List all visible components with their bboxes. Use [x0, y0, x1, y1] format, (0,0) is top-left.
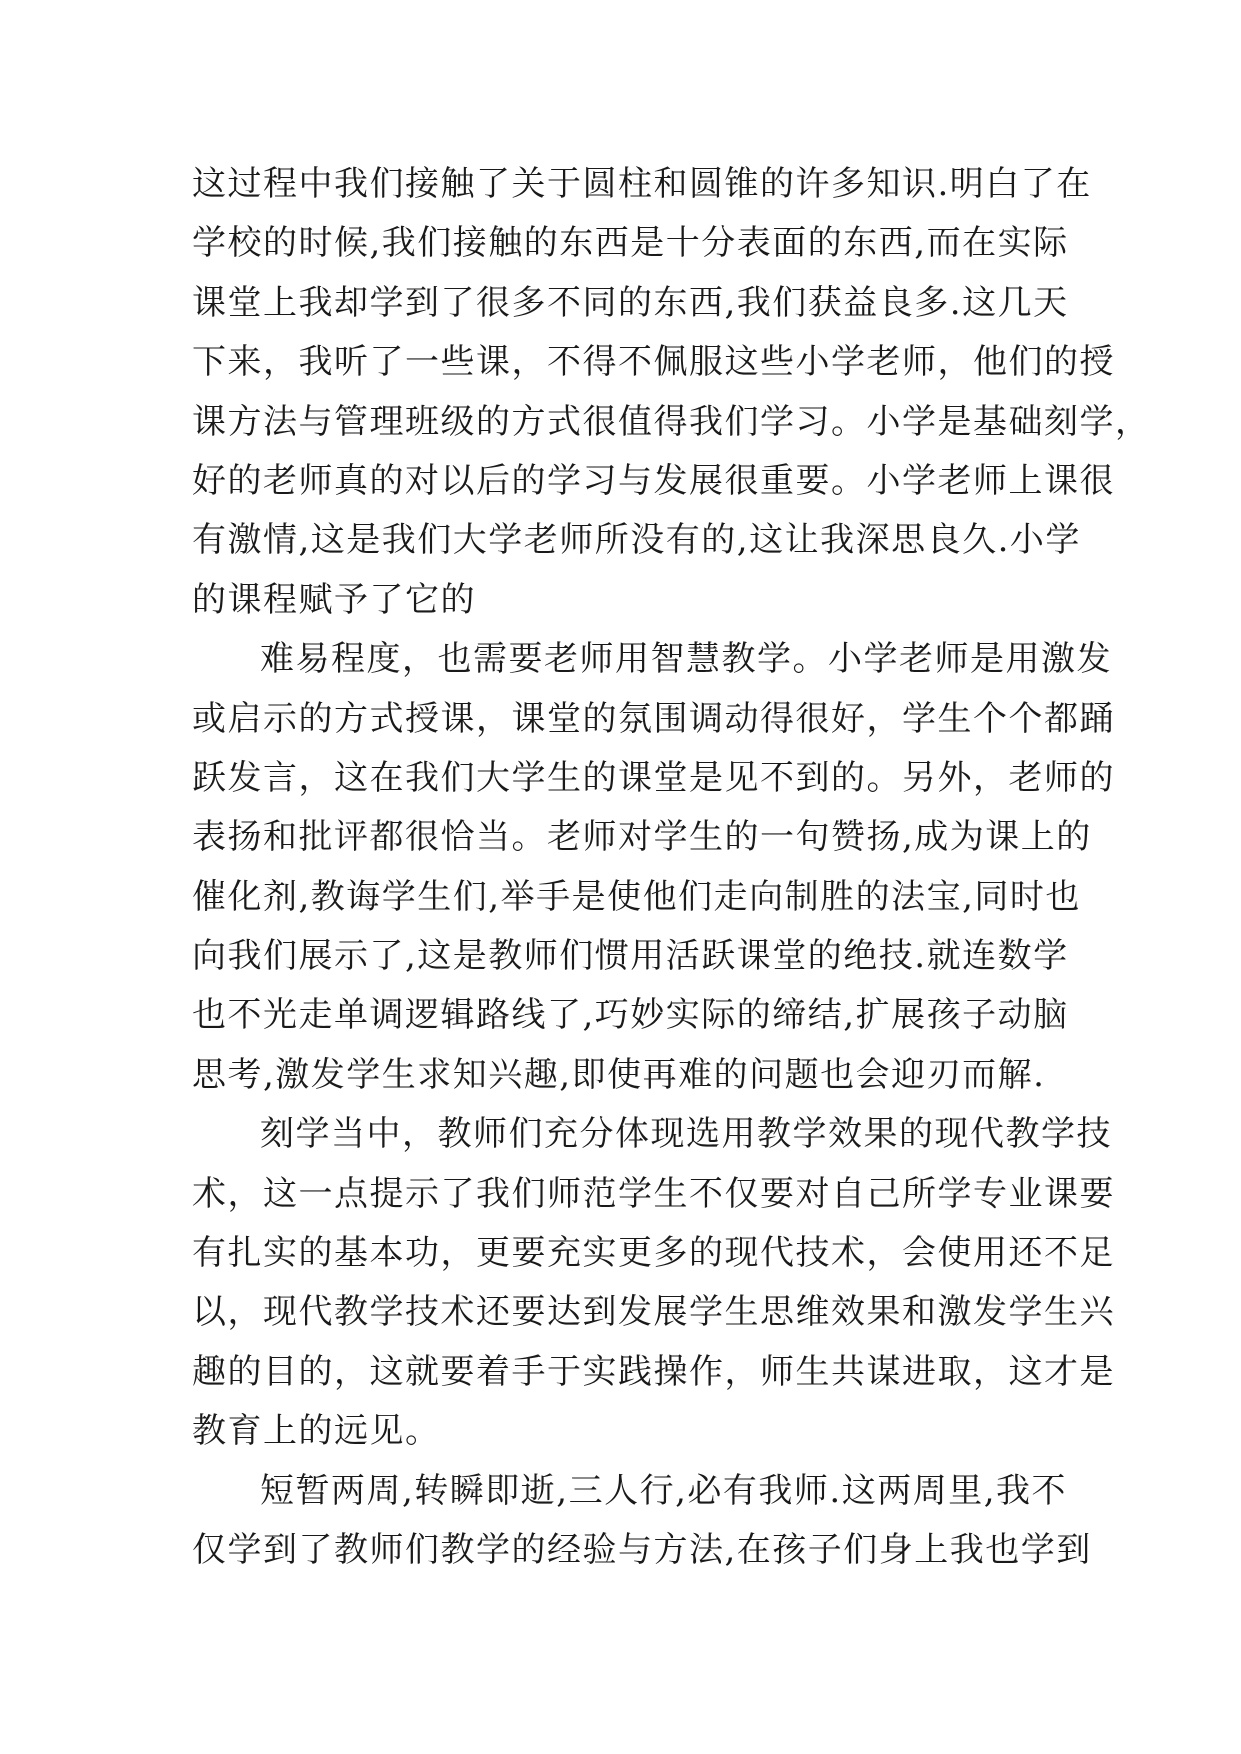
text-line: 刻学当中，教师们充分体现选用教学效果的现代教学技	[260, 1114, 1112, 1155]
text-line: 好的老师真的对以后的学习与发展很重要。小学老师上课很	[192, 460, 1115, 501]
text-line: 趣的目的，这就要着手于实践操作，师生共谋进取，这才是	[192, 1351, 1115, 1392]
text-line: 有激情,这是我们大学老师所没有的,这让我深思良久.小学	[192, 520, 1081, 561]
text-line: 教育上的远见。	[192, 1411, 441, 1452]
text-line: 有扎实的基本功，更要充实更多的现代技术，会使用还不足	[192, 1233, 1115, 1274]
text-line: 思考,激发学生求知兴趣,即使再难的问题也会迎刃而解.	[192, 1054, 1046, 1095]
text-line: 这过程中我们接触了关于圆柱和圆锥的许多知识.明白了在	[192, 164, 1092, 204]
text-line: 或启示的方式授课，课堂的氛围调动得很好，学生个个都踊	[192, 698, 1115, 739]
text-line: 难易程度，也需要老师用智慧教学。小学老师是用激发	[260, 639, 1112, 680]
text-line: 催化剂,教诲学生们,举手是使他们走向制胜的法宝,同时也	[192, 876, 1081, 917]
text-line: 课方法与管理班级的方式很值得我们学习。小学是基础刻学，	[192, 401, 1151, 442]
text-line: 下来，我听了一些课，不得不佩服这些小学老师，他们的授	[192, 342, 1115, 383]
text-line: 向我们展示了,这是教师们惯用活跃课堂的绝技.就连数学	[192, 936, 1069, 977]
text-line: 也不光走单调逻辑路线了,巧妙实际的缔结,扩展孩子动脑	[192, 995, 1069, 1036]
text-line: 仅学到了教师们教学的经验与方法,在孩子们身上我也学到	[192, 1529, 1092, 1570]
text-line: 学校的时候,我们接触的东西是十分表面的东西,而在实际	[192, 223, 1069, 264]
text-line: 短暂两周,转瞬即逝,三人行,必有我师.这两周里,我不	[260, 1470, 1068, 1511]
text-line: 以，现代教学技术还要达到发展学生思维效果和激发学生兴	[192, 1292, 1115, 1333]
text-line: 表扬和批评都很恰当。老师对学生的一句赞扬,成为课上的	[192, 817, 1092, 858]
text-line: 跃发言，这在我们大学生的课堂是见不到的。另外，老师的	[192, 757, 1115, 798]
text-line: 术，这一点提示了我们师范学生不仅要对自己所学专业课要	[192, 1173, 1115, 1214]
text-line: 的课程赋予了它的	[192, 579, 476, 620]
text-line: 课堂上我却学到了很多不同的东西,我们获益良多.这几天	[192, 282, 1069, 323]
document-body	[192, 155, 1151, 1580]
